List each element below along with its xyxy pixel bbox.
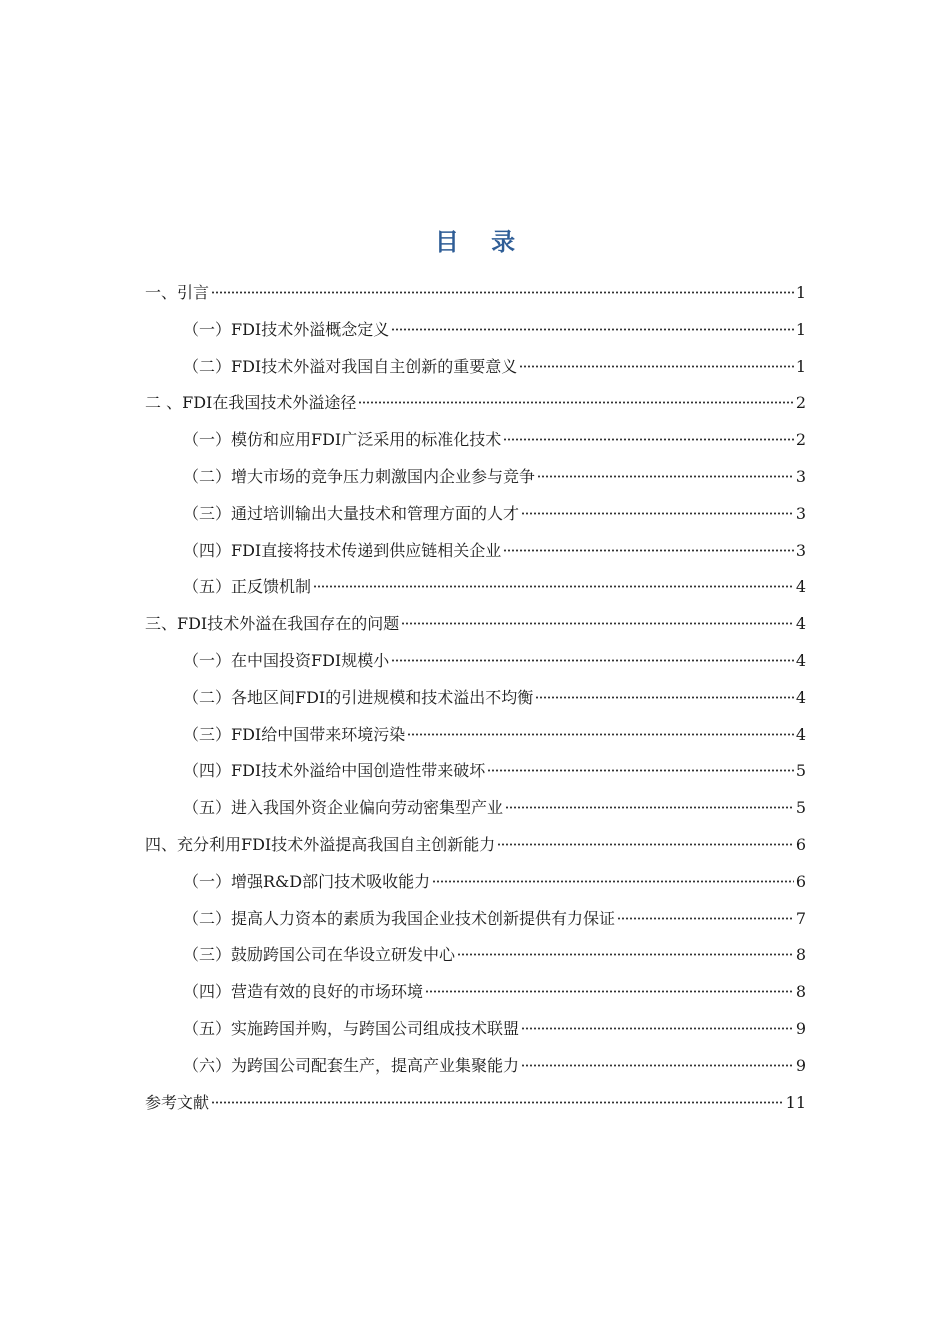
toc-entry-text: 一、引言 [145,283,210,302]
dot-leader [521,1064,794,1067]
dot-leader [535,696,794,699]
dot-leader [211,291,794,294]
toc-entry-text: 四、充分利用FDI技术外溢提高我国自主创新能力 [145,834,496,854]
dot-leader [521,1027,794,1030]
toc-entry[interactable] [145,937,806,974]
dot-leader [401,622,794,625]
toc-page-number: 5 [795,761,806,781]
toc-entry-text: （三）鼓励跨国公司在华设立研发中心 [183,945,456,965]
dot-leader [497,843,794,846]
toc-page-number: 8 [795,982,806,1002]
toc-entry-text: （三）FDI给中国带来环境污染 [183,724,406,744]
dot-leader [432,880,794,883]
dot-leader [617,917,794,920]
toc-entry-text: （二）各地区间FDI的引进规模和技术溢出不均衡 [183,687,534,707]
dot-leader [425,990,794,993]
toc-entry-text: （二）增大市场的竞争压力刺激国内企业参与竞争 [183,466,536,486]
dot-leader [487,769,794,772]
toc-page-number: 2 [795,430,806,450]
toc-page-number: 8 [795,945,806,965]
toc-page-number: 6 [795,834,806,854]
toc-page-number: 1 [795,356,806,376]
toc-entry-text: （二）FDI技术外溢对我国自主创新的重要意义 [183,356,518,376]
toc-entry[interactable] [145,643,806,680]
toc-entry-text: （五）正反馈机制 [183,577,312,597]
toc-page-number: 4 [795,687,806,707]
toc-page-number: 5 [795,798,806,818]
toc-entry[interactable] [145,717,806,754]
toc-page-number: 4 [795,650,806,670]
toc-entry-text: （六）为跨国公司配套生产，提高产业集聚能力 [183,1055,520,1075]
toc-entry-text: （二）提高人力资本的素质为我国企业技术创新提供有力保证 [183,908,616,928]
dot-leader [457,953,794,956]
toc-entry[interactable] [145,459,806,496]
dot-leader [358,401,793,404]
toc-entry[interactable] [145,753,806,790]
toc-entry-text: （一）增强R&D部门技术吸收能力 [183,871,431,891]
toc-page-number: 4 [795,614,806,634]
toc-entry[interactable] [145,974,806,1011]
dot-leader [211,1101,784,1104]
toc-page-number: 3 [795,503,806,523]
toc-entry[interactable] [145,496,806,533]
toc-entry-text: 三、FDI技术外溢在我国存在的问题 [145,614,400,634]
toc-entry[interactable] [145,1048,806,1085]
toc-entry[interactable] [145,1011,806,1048]
toc-entry-text: （四）FDI直接将技术传递到供应链相关企业 [183,540,502,560]
toc-page-number: 7 [795,908,806,928]
toc-page-number: 9 [795,1018,806,1038]
toc-entry[interactable] [145,569,806,606]
toc-entry[interactable] [145,1085,806,1122]
table-of-contents [145,275,806,1121]
dot-leader [537,475,794,478]
toc-entry[interactable] [145,901,806,938]
toc-entry-text: （五）实施跨国并购，与跨国公司组成技术联盟 [183,1018,520,1038]
toc-entry[interactable] [145,312,806,349]
toc-entry[interactable] [145,275,806,312]
toc-entry-text: （四）营造有效的良好的市场环境 [183,982,424,1002]
toc-entry-text: （四）FDI技术外溢给中国创造性带来破坏 [183,761,486,781]
toc-page-number: 11 [785,1092,806,1112]
toc-entry-text: （三）通过培训输出大量技术和管理方面的人才 [183,503,520,523]
toc-page-number: 3 [795,540,806,560]
toc-page-number: 9 [795,1055,806,1075]
toc-page-number: 2 [795,393,806,413]
toc-entry-text: 参考文献 [145,1092,210,1112]
dot-leader [391,659,794,662]
toc-entry[interactable] [145,680,806,717]
toc-page-number: 3 [795,466,806,486]
toc-entry[interactable] [145,606,806,643]
toc-entry[interactable] [145,422,806,459]
dot-leader [505,806,794,809]
toc-entry[interactable] [145,533,806,570]
toc-page-number: 4 [795,724,806,744]
dot-leader [407,733,794,736]
toc-entry-text: （一）FDI技术外溢概念定义 [183,319,390,339]
dot-leader [519,365,794,368]
dot-leader [391,328,794,331]
toc-entry-text: （一）在中国投资FDI规模小 [183,650,390,670]
toc-entry-text: 二 、FDI在我国技术外溢途径 [145,393,357,413]
toc-entry-text: （一）模仿和应用FDI广泛采用的标准化技术 [183,430,502,450]
dot-leader [313,585,794,588]
toc-entry[interactable] [145,827,806,864]
toc-entry[interactable] [145,790,806,827]
toc-page-number: 6 [795,871,806,891]
dot-leader [521,512,794,515]
toc-entry[interactable] [145,864,806,901]
toc-page-number: 1 [795,283,806,302]
dot-leader [503,549,794,552]
toc-entry[interactable] [145,349,806,386]
toc-title: 目 录 [434,228,528,256]
dot-leader [503,438,794,441]
toc-entry[interactable] [145,385,806,422]
toc-page-number: 1 [795,319,806,339]
toc-entry-text: （五）进入我国外资企业偏向劳动密集型产业 [183,798,504,818]
toc-page-number: 4 [795,577,806,597]
